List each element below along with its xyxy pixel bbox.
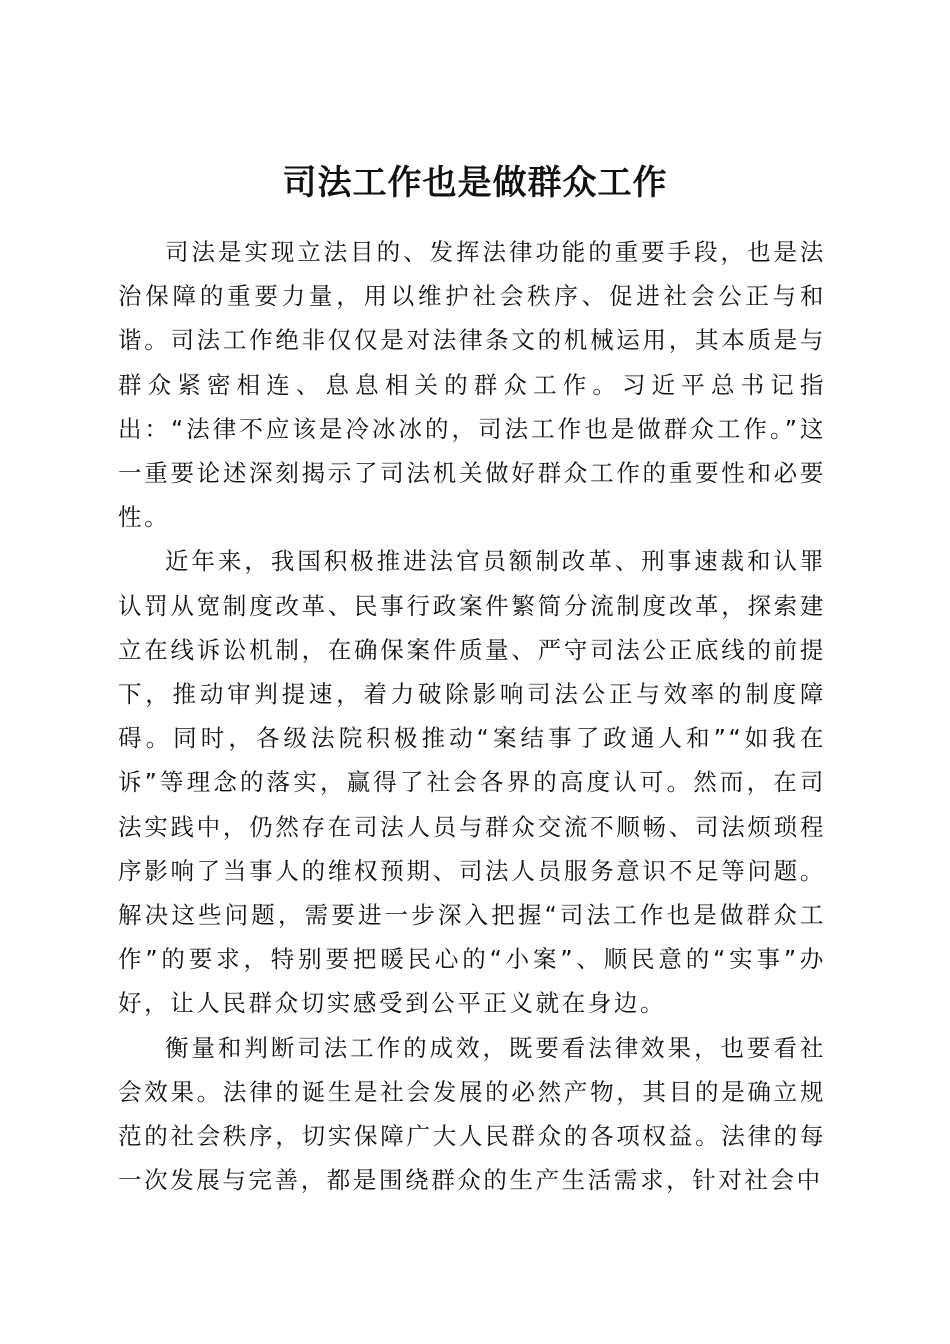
- document-body: [118, 230, 826, 1202]
- paragraph-3: 衡量和判断司法工作的成效，既要看法律效果，也要看社会效果。法律的诞生是社会发展的必然产物，其目的是确立规范的社会秩序，切实保障广大人民群众的各项权益。法律的每一次发展与完善，都是围绕群众的生产生活需求，针对社会中: [118, 1033, 826, 1195]
- document-title: 司法工作也是做群众工作: [282, 162, 668, 203]
- paragraph-2: 近年来，我国积极推进法官员额制改革、刑事速裁和认罪认罚从宽制度改革、民事行政案件繁简分流制度改革，探索建立在线诉讼机制，在确保案件质量、严守司法公正底线的前提下，推动审判提速，着力破除影响司法公正与效率的制度障碍。同时，各级法院积极推动“案结事了政通人和”“如我在诉”等理念的落实，赢得了社会各界的高度认可。然而，在司法实践中，仍然存在司法人员与群众交流不顺畅、司法烦琐程序影响了当事人的维权预期、司法人员服务意识不足等问题。解决这些问题，需要进一步深入把握“司法工作也是做群众工作”的要求，特别要把暖民心的“小案”、顺民意的“实事”办好，让人民群众切实感受到公平正义就在身边。: [118, 547, 826, 1018]
- paragraph-1: 司法是实现立法目的、发挥法律功能的重要手段，也是法治保障的重要力量，用以维护社会秩序、促进社会公正与和谐。司法工作绝非仅仅是对法律条文的机械运用，其本质是与群众紧密相连、息息相关的群众工作。习近平总书记指出：“法律不应该是冷冰冰的，司法工作也是做群众工作。”这一重要论述深刻揭示了司法机关做好群众工作的重要性和必要性。: [118, 238, 826, 532]
